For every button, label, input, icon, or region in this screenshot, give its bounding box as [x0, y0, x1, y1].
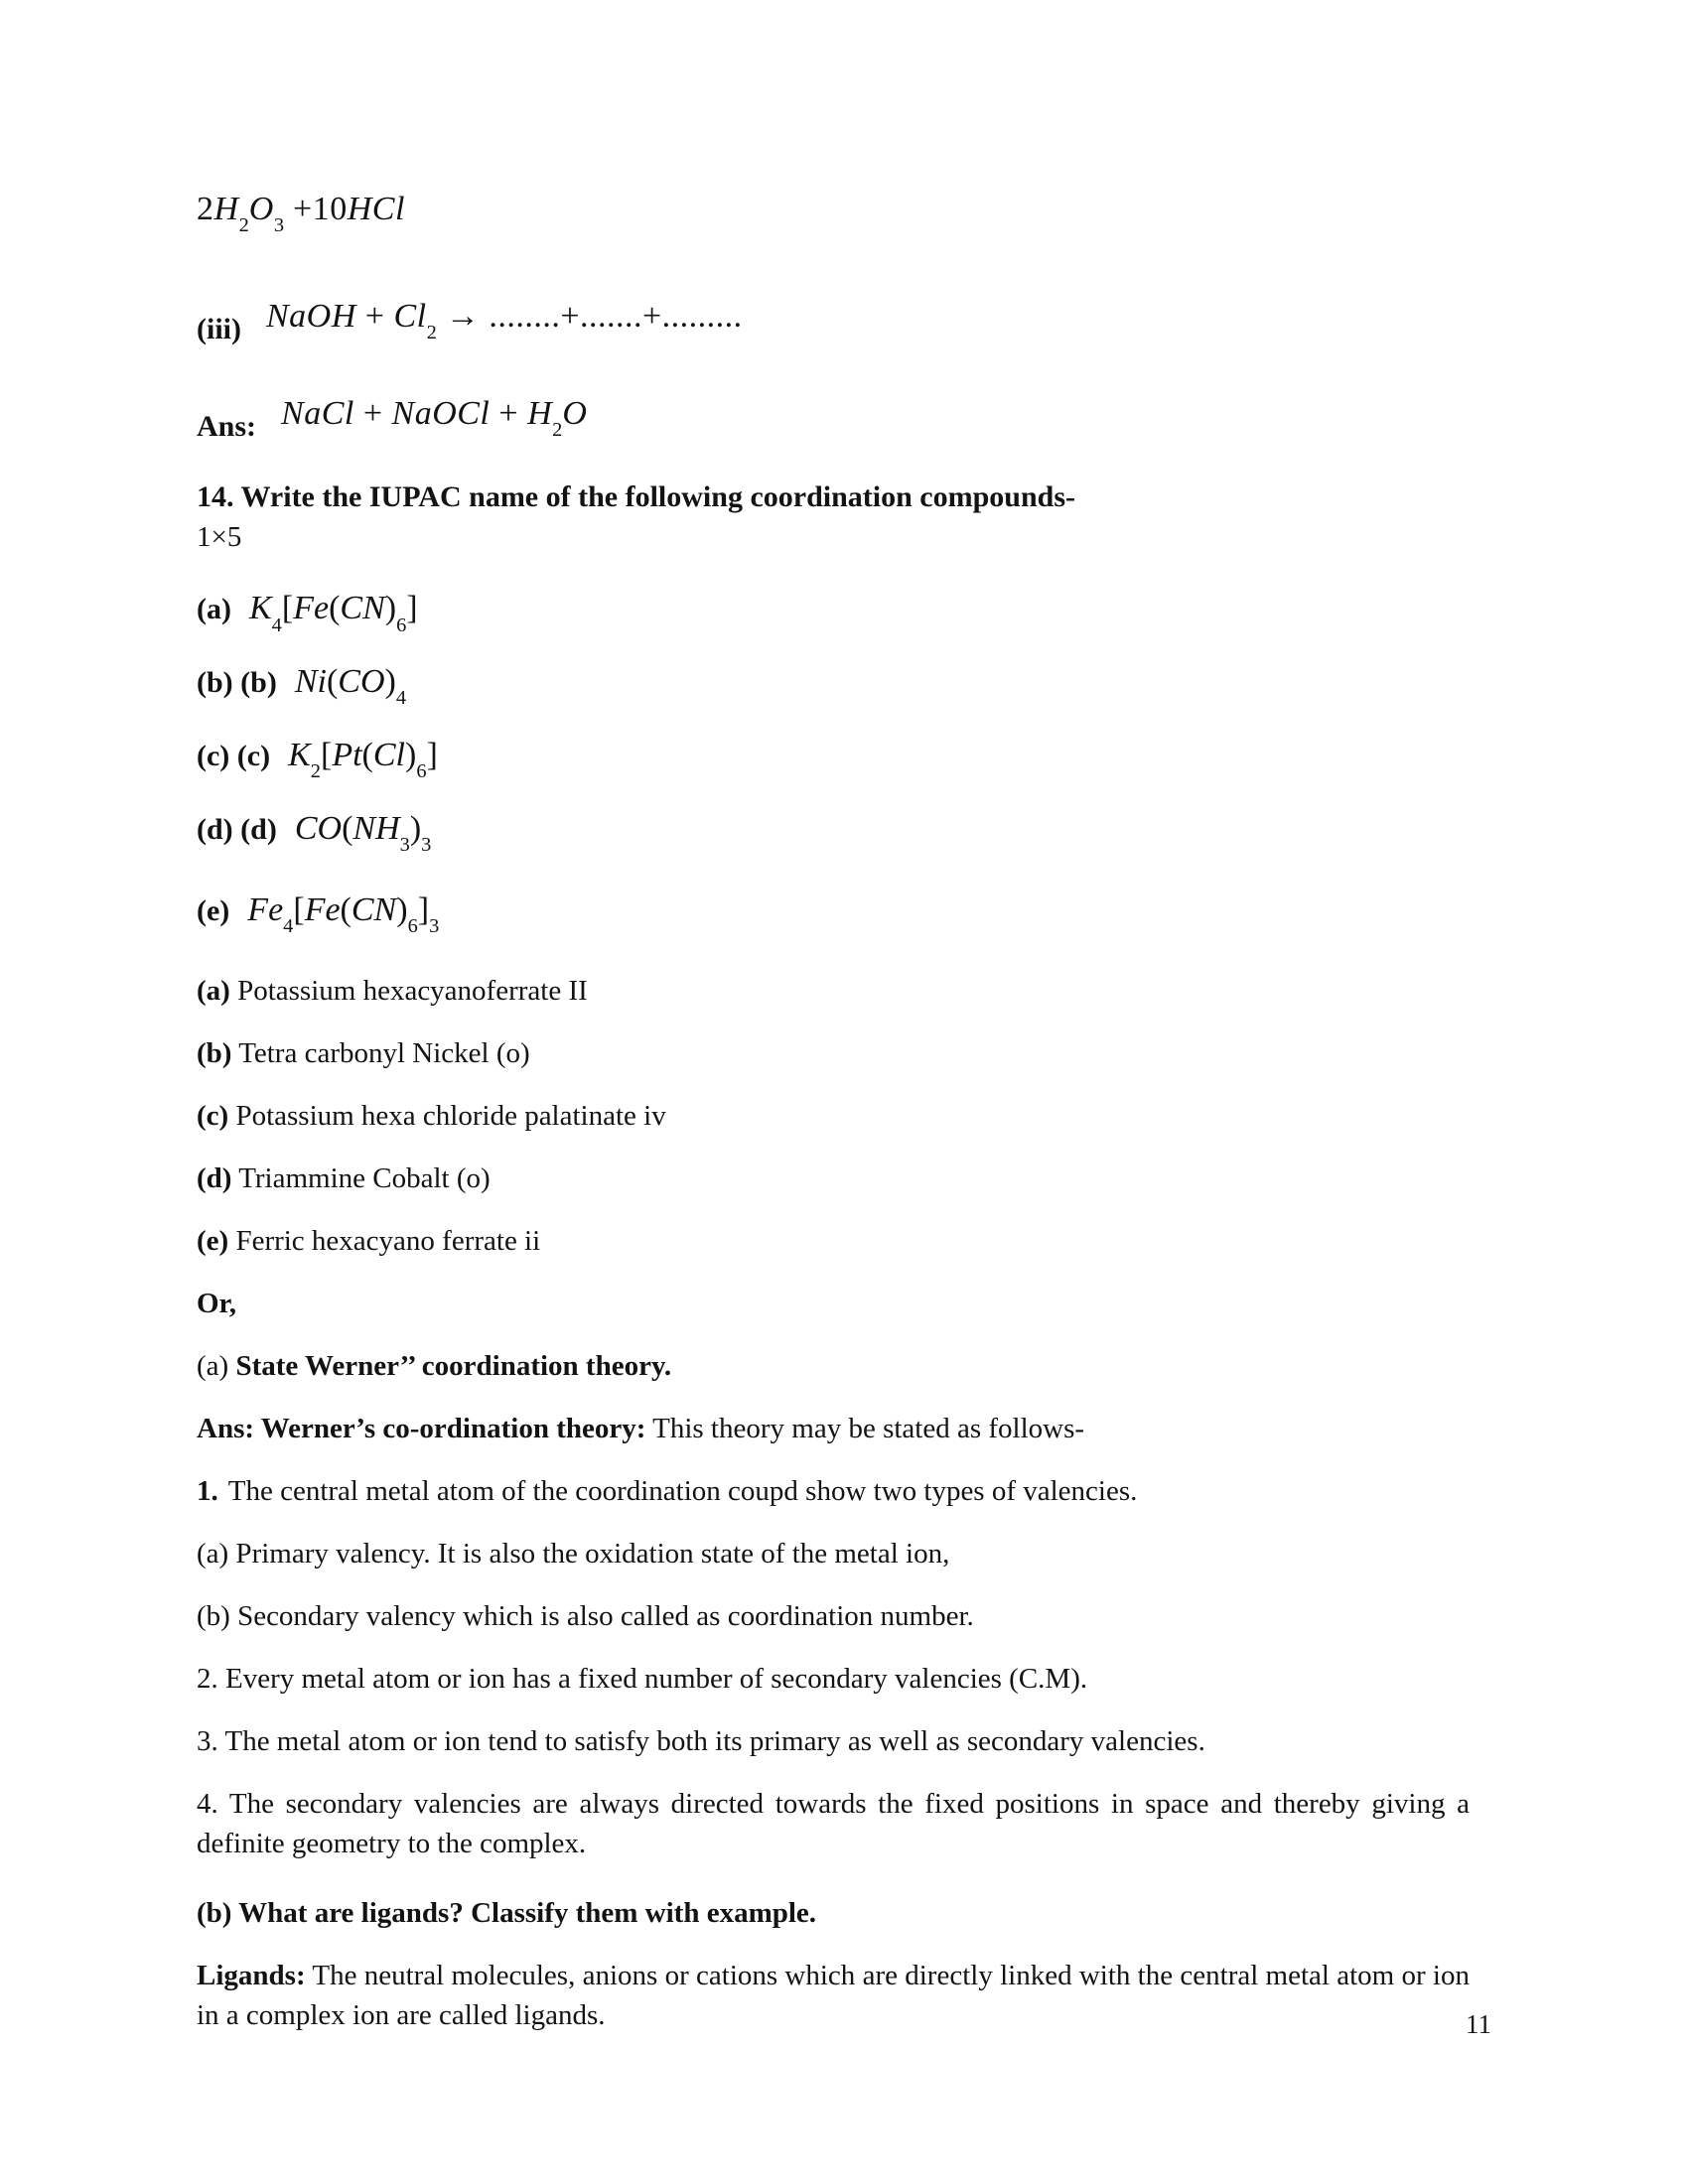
compound-formula: $K_4[Fe(CN)_6]$ [248, 590, 418, 636]
item-label-iii: (iii) [197, 312, 241, 345]
compound-formula: $Fe_4[Fe(CN)_6]_3$ [247, 890, 440, 937]
werner-point-1 [197, 1471, 1470, 1511]
werner-answer-heading: Ans: Werner’s co-ordination theory: [197, 1413, 646, 1445]
or-separator: Or, [197, 1288, 237, 1320]
werner-point-2: 2. Every metal atom or ion has a fixed number of secondary valencies (C.M). [197, 1663, 1088, 1696]
answer-item-text: Ferric hexacyano ferrate ii [235, 1225, 541, 1258]
answer-item-text: Potassium hexacyanoferrate II [237, 975, 588, 1008]
answer-item-label: (c) [197, 1100, 229, 1133]
compound-formula: $CO(NH_3)_3$ [294, 809, 432, 857]
werner-point-1-text: The central metal atom of the coordination coupd show two types of valencies. [227, 1475, 1138, 1508]
iupac-answer-b [197, 1033, 1470, 1073]
werner-answer-intro [197, 1409, 1470, 1448]
formula-nacl-naocl-h2o: NaCl + NaOCl + $H_2O$ [281, 394, 588, 441]
answer-item-text: Potassium hexa chloride palatinate iv [235, 1100, 666, 1133]
equation-iii-row [197, 292, 1470, 353]
werner-sub-point-b: (b) Secondary valency which is also called as coordination number. [197, 1600, 974, 1633]
compound-item-label: (d) (d) [197, 812, 277, 846]
answer-item-label: (e) [197, 1225, 229, 1258]
answer-item-label: (b) [197, 1037, 232, 1070]
formula-naoh-cl2-reaction: NaOH + $Cl_2$ → ........+.......+......... [266, 297, 743, 344]
ligands-question: (b) What are ligands? Classify them with example. [197, 1897, 817, 1930]
ligands-definition-text: The neutral molecules, anions or cations which are directly linked with the central metal atom or ion in a complex ion are called ligands. [197, 1960, 1470, 2032]
werner-question-label: (a) [197, 1350, 229, 1383]
compound-item-label: (b) (b) [197, 666, 277, 700]
compound-item-b [197, 656, 1470, 720]
compound-item-label: (c) (c) [197, 739, 271, 772]
formula-2h2o3-10hcl: $2H_2O_3 +10HCl$ [197, 191, 405, 237]
werner-point-4: 4. The secondary valencies are always directed towards the fixed positions in space and thereby giving a definite geometry to the complex. [197, 1788, 1470, 1860]
answer-label: Ans: [197, 409, 257, 443]
compound-item-e [197, 885, 1470, 948]
answer-item-text: Tetra carbonyl Nickel (o) [238, 1037, 530, 1070]
document-page [197, 0, 1470, 2058]
compound-list [197, 583, 1470, 947]
werner-answer-intro-text: This theory may be stated as follows- [652, 1413, 1085, 1445]
page-number: 11 [1466, 2009, 1491, 2039]
compound-formula: $K_2[Pt(Cl)_6]$ [288, 736, 438, 783]
werner-question-text: State Werner’’ coordination theory. [235, 1350, 672, 1383]
answer-item-label: (a) [197, 975, 230, 1008]
iupac-answer-e [197, 1221, 1470, 1261]
compound-item-c [197, 730, 1470, 793]
compound-item-label: (e) [197, 893, 230, 927]
werner-question [197, 1346, 1470, 1386]
question-14-title: 14. Write the IUPAC name of the following coordination compounds- [197, 480, 1075, 514]
question-14-marks: 1×5 [197, 521, 242, 554]
ligands-definition [197, 1956, 1470, 2035]
compound-item-a [197, 583, 1470, 646]
werner-sub-point-a: (a) Primary valency. It is also the oxidation state of the metal ion, [197, 1538, 950, 1570]
compound-formula: $Ni(CO)_4$ [294, 663, 407, 710]
answer-item-label: (d) [197, 1162, 232, 1195]
werner-point-3: 3. The metal atom or ion tend to satisfy both its primary as well as secondary valencies. [197, 1725, 1205, 1758]
iupac-answer-d [197, 1159, 1470, 1198]
ligands-definition-heading: Ligands: [197, 1960, 306, 1992]
answer-item-text: Triammine Cobalt (o) [238, 1162, 491, 1195]
iupac-answer-list [197, 971, 1470, 1261]
equation-carryover [197, 185, 1470, 246]
compound-item-label: (a) [197, 593, 231, 626]
iupac-answer-a [197, 971, 1470, 1011]
werner-point-1-number: 1. [197, 1475, 218, 1508]
iupac-answer-c [197, 1096, 1470, 1136]
equation-answer-row [197, 389, 1470, 451]
compound-item-d [197, 803, 1470, 867]
